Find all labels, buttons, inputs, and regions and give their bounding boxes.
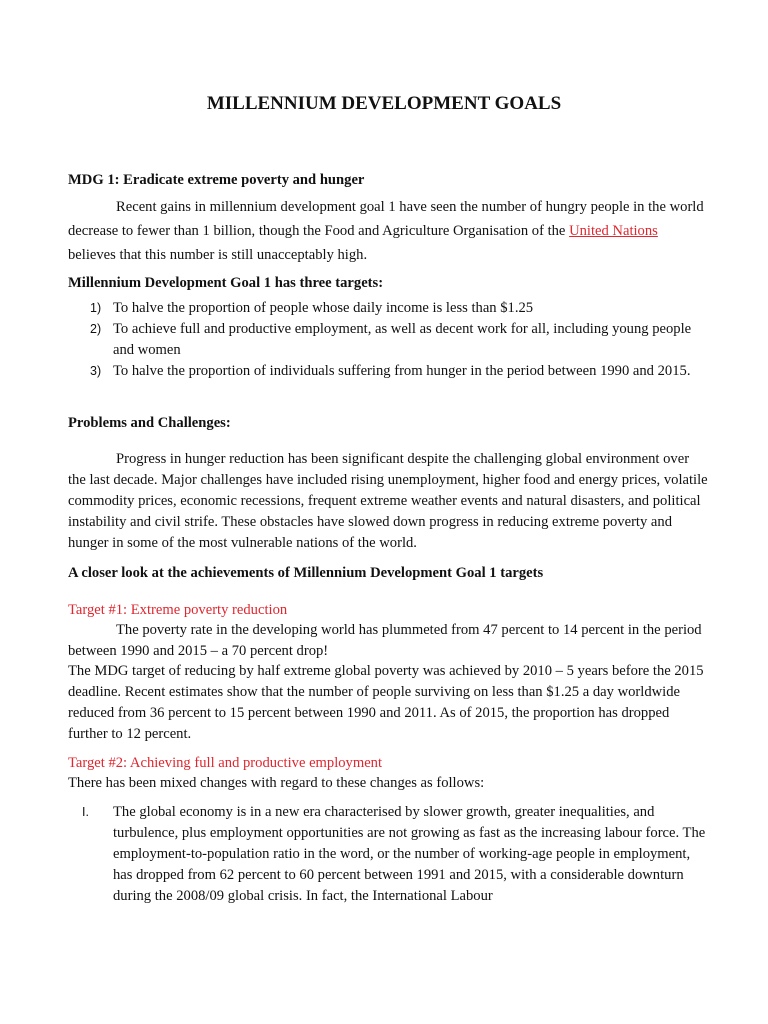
target1-paragraph-2: The MDG target of reducing by half extreme global poverty was achieved by 2010 – 5 years before the 2015 deadline. Recent estimates show that the number of people surviving on less than $1.25 a day worldwide reduced from 36 percent to 15 percent between 1990 and 2011. As of 2015, the proportion has dropped further to 12 percent. bbox=[68, 663, 704, 742]
list-item-text: To halve the proportion of people whose daily income is less than $1.25 bbox=[113, 300, 534, 316]
list-item bbox=[68, 802, 708, 907]
intro-text-after: believes that this number is still unacceptably high. bbox=[68, 247, 368, 263]
intro-text-before: Recent gains in millennium development goal 1 have seen the number of hungry people in the world decrease to fewer than 1 billion, though the Food and Agriculture Organisation of the bbox=[68, 199, 704, 239]
problems-paragraph: Progress in hunger reduction has been significant despite the challenging global environment over the last decade. Major challenges have included rising unemployment, higher food and energy prices, volatile commodity prices, economic recessions, frequent extreme weather events and natural disasters, and political instability and civil strife. These obstacles have slowed down progress in reducing extreme poverty and hunger in some of the most vulnerable nations of the world. bbox=[68, 451, 708, 551]
target1-heading: Target #1: Extreme poverty reduction bbox=[68, 602, 288, 618]
list-item bbox=[68, 361, 708, 382]
closer-look-heading: A closer look at the achievements of Millennium Development Goal 1 targets bbox=[68, 565, 544, 581]
list-number: 3) bbox=[90, 364, 102, 378]
problems-heading: Problems and Challenges: bbox=[68, 415, 231, 431]
list-item bbox=[68, 298, 708, 319]
target2-intro: There has been mixed changes with regard to these changes as follows: bbox=[68, 775, 485, 791]
target2-list bbox=[68, 802, 708, 907]
targets-heading: Millennium Development Goal 1 has three targets: bbox=[68, 275, 384, 291]
list-number: 2) bbox=[90, 322, 102, 336]
target1-paragraph-1: The poverty rate in the developing world has plummeted from 47 percent to 14 percent in the period between 1990 and 2015 – a 70 percent drop! bbox=[68, 622, 702, 659]
list-item-text: To achieve full and productive employment, as well as decent work for all, including young people and women bbox=[113, 321, 692, 358]
target2-heading: Target #2: Achieving full and productive employment bbox=[68, 755, 383, 771]
list-number: I. bbox=[82, 805, 89, 819]
list-item-text: The global economy is in a new era characterised by slower growth, greater inequalities, and turbulence, plus employment opportunities are not growing as fast as the increasing labour force. The employment-to-population ratio in the word, or the number of working-age people in employment, has dropped from 62 percent to 60 percent between 1991 and 2015, with a considerable downturn during the 2008/09 global crisis. In fact, the International Labour bbox=[113, 804, 706, 904]
page-title: MILLENNIUM DEVELOPMENT GOALS bbox=[206, 93, 562, 114]
list-number: 1) bbox=[90, 301, 102, 315]
united-nations-link[interactable]: United Nations bbox=[569, 223, 658, 239]
targets-list bbox=[68, 298, 708, 382]
list-item bbox=[68, 319, 708, 361]
mdg1-heading: MDG 1: Eradicate extreme poverty and hunger bbox=[68, 172, 365, 188]
list-item-text: To halve the proportion of individuals suffering from hunger in the period between 1990 and 2015. bbox=[113, 363, 691, 379]
intro-paragraph bbox=[68, 195, 708, 267]
